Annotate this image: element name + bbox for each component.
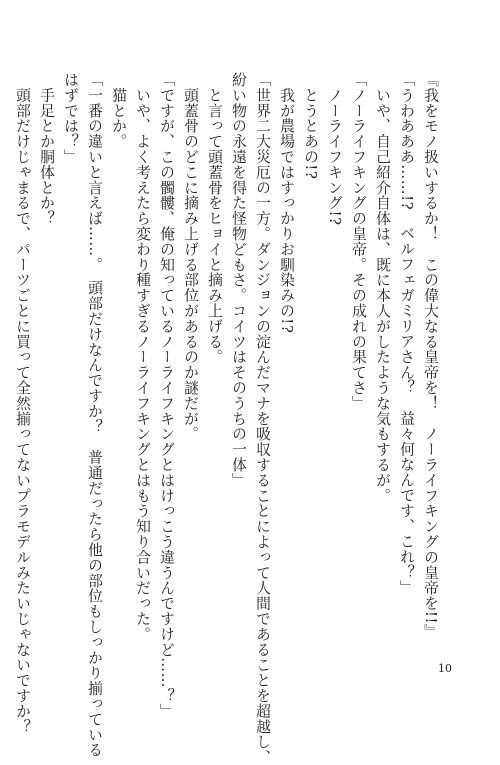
text-line: 「ですが、この髑髏、俺の知っているノーライフキングとはけっこう違うんですけど……？」	[158, 72, 175, 719]
text-line: 頭部だけじゃまるで、パーツごとに買って全然揃ってないプラモデルみたいじゃないですか？	[14, 72, 31, 735]
text-line: 猫とか。	[110, 72, 127, 149]
text-line: 我が農場ではすっかりお馴染みの!?	[278, 72, 295, 334]
text-line: 「世界二大災厄の一方。ダンジョンの淀んだマナを吸収することによって人間であることを超越し、	[254, 72, 271, 765]
text-line: 『我をモノ扱いするか！ この偉大なる皇帝を！ ノーライフキングの皇帝を!!』	[422, 72, 439, 640]
text-line: はずでは？」	[62, 72, 79, 165]
text-line: と言って頭蓋骨をヒョイと摘み上げる。	[206, 72, 223, 365]
text-line: 頭蓋骨のどこに摘み上げる部位があるのか謎だが。	[182, 72, 199, 442]
vertical-text-block	[14, 72, 442, 765]
text-line: 「一番の違いと言えば……。 頭部だけなんですか？ 普通だったら他の部位もしっかり揃っている	[86, 72, 103, 758]
text-line: とうとあの!?	[302, 72, 319, 180]
page-number: 10	[438, 662, 452, 675]
text-line: 手足とか胴体とか？	[38, 72, 55, 226]
text-line: 「うわあああ……!? ベルフェガミリアさん？ 益々何なんです、これ？」	[398, 72, 415, 596]
text-line: 「ノーライフキングの皇帝。その成れの果てさ」	[350, 72, 367, 411]
text-line: いや、自己紹介自体は、既に本人がしたような気もするが。	[374, 72, 391, 504]
text-line: いや、よく考えたら変わり種すぎるノーライフキングとはもう知り合いだった。	[134, 72, 151, 642]
text-line: ノーライフキング!?	[326, 72, 343, 226]
text-line: 紛い物の永遠を得た怪物どもさ。コイツはそのうちの一体」	[230, 72, 247, 488]
